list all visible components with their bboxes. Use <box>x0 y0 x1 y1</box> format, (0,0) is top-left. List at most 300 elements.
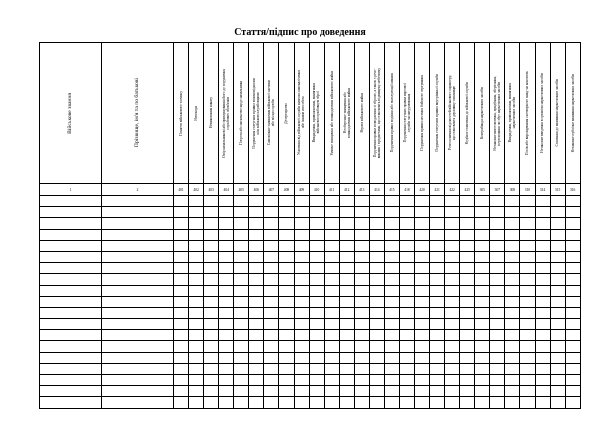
table-cell <box>219 307 234 318</box>
table-cell <box>565 386 580 397</box>
table-cell <box>234 196 249 207</box>
column-header-label: Дезертирство <box>284 102 289 124</box>
table-cell <box>520 319 535 330</box>
table-cell <box>460 330 475 341</box>
table-cell <box>249 352 264 363</box>
table-cell <box>505 330 520 341</box>
column-header-label: Незаконне введення в організм наркотичних засобів <box>540 73 545 153</box>
table-cell <box>204 274 219 285</box>
table-cell <box>505 207 520 218</box>
table-cell <box>505 319 520 330</box>
column-header-8 <box>249 43 264 184</box>
table-cell <box>460 397 475 408</box>
table-cell <box>189 397 204 408</box>
column-header-5 <box>204 43 219 184</box>
column-header-27 <box>535 43 550 184</box>
column-header-15 <box>354 43 369 184</box>
table-cell <box>294 263 309 274</box>
table-cell <box>354 207 369 218</box>
table-cell <box>339 229 354 240</box>
column-number-16: 414 <box>369 184 384 196</box>
table-cell <box>219 341 234 352</box>
table-cell <box>430 386 445 397</box>
table-row <box>40 352 581 363</box>
table-cell <box>309 218 324 229</box>
table-cell <box>234 207 249 218</box>
column-header-label: Порушення статутних правил вартової служби чи патрулювання <box>402 83 411 143</box>
table-cell <box>40 251 102 262</box>
table-cell <box>174 240 189 251</box>
table-cell <box>490 375 505 386</box>
table-cell <box>234 363 249 374</box>
table-cell <box>505 229 520 240</box>
table-cell <box>430 240 445 251</box>
table-cell <box>490 240 505 251</box>
table-cell <box>102 251 174 262</box>
column-number-29: 316 <box>565 184 580 196</box>
table-cell <box>204 263 219 274</box>
table-cell <box>40 319 102 330</box>
table-cell <box>460 251 475 262</box>
table-cell <box>189 341 204 352</box>
table-cell <box>445 375 460 386</box>
table-cell <box>279 386 294 397</box>
table-cell <box>384 330 399 341</box>
table-cell <box>279 319 294 330</box>
table-cell <box>399 341 414 352</box>
column-header-16 <box>369 43 384 184</box>
table-cell <box>324 218 339 229</box>
table-cell <box>445 397 460 408</box>
table-cell <box>430 363 445 374</box>
table-cell <box>234 397 249 408</box>
table-cell <box>369 375 384 386</box>
table-cell <box>249 251 264 262</box>
table-cell <box>550 386 565 397</box>
table-cell <box>369 240 384 251</box>
table-cell <box>565 274 580 285</box>
table-cell <box>354 319 369 330</box>
table-cell <box>309 341 324 352</box>
column-header-14 <box>339 43 354 184</box>
table-cell <box>415 341 430 352</box>
table-cell <box>339 218 354 229</box>
table-cell <box>264 296 279 307</box>
table-cell <box>264 307 279 318</box>
table-cell <box>339 307 354 318</box>
table-cell <box>565 363 580 374</box>
header-row <box>40 43 581 184</box>
table-cell <box>174 341 189 352</box>
table-cell <box>399 274 414 285</box>
table-cell <box>415 207 430 218</box>
table-cell <box>369 341 384 352</box>
table-cell <box>204 251 219 262</box>
table-cell <box>234 352 249 363</box>
table-cell <box>189 218 204 229</box>
table-cell <box>189 296 204 307</box>
table-cell <box>234 296 249 307</box>
table-cell <box>430 330 445 341</box>
table-cell <box>204 397 219 408</box>
table-cell <box>565 296 580 307</box>
table-cell <box>535 263 550 274</box>
table-cell <box>219 251 234 262</box>
column-header-9 <box>264 43 279 184</box>
table-cell <box>324 363 339 374</box>
table-cell <box>264 240 279 251</box>
table-cell <box>550 274 565 285</box>
table-cell <box>339 352 354 363</box>
table-cell <box>339 319 354 330</box>
table-cell <box>520 285 535 296</box>
table-cell <box>279 251 294 262</box>
table-cell <box>520 375 535 386</box>
table-cell <box>475 240 490 251</box>
table-cell <box>384 307 399 318</box>
table-cell <box>460 263 475 274</box>
table-cell <box>339 207 354 218</box>
table-cell <box>174 319 189 330</box>
table-cell <box>249 274 264 285</box>
table-cell <box>354 285 369 296</box>
table-row <box>40 218 581 229</box>
column-number-1: 1 <box>40 184 102 196</box>
column-number-11: 409 <box>294 184 309 196</box>
table-cell <box>354 386 369 397</box>
table-cell <box>415 229 430 240</box>
table-cell <box>369 207 384 218</box>
table-cell <box>490 263 505 274</box>
table-cell <box>234 319 249 330</box>
table-cell <box>189 229 204 240</box>
table-cell <box>294 341 309 352</box>
column-header-label: Військове звання <box>67 92 74 134</box>
table-cell <box>249 386 264 397</box>
table-cell <box>339 397 354 408</box>
table-cell <box>102 363 174 374</box>
table-cell <box>369 229 384 240</box>
column-number-23: 305 <box>475 184 490 196</box>
table-cell <box>399 240 414 251</box>
table-cell <box>369 307 384 318</box>
table-cell <box>565 341 580 352</box>
table-cell <box>40 363 102 374</box>
table-cell <box>102 285 174 296</box>
table-row <box>40 251 581 262</box>
table-cell <box>475 296 490 307</box>
table-cell <box>520 240 535 251</box>
table-cell <box>490 363 505 374</box>
table-cell <box>234 341 249 352</box>
column-header-label: Порушення статутних правил внутрішньої служби <box>434 74 439 152</box>
table-cell <box>505 307 520 318</box>
table-cell <box>490 296 505 307</box>
table-cell <box>324 196 339 207</box>
table-cell <box>415 330 430 341</box>
table-cell <box>415 196 430 207</box>
table-cell <box>399 307 414 318</box>
table-cell <box>354 363 369 374</box>
table-cell <box>535 307 550 318</box>
column-number-8: 406 <box>249 184 264 196</box>
table-cell <box>354 352 369 363</box>
register-table <box>39 42 581 409</box>
table-cell <box>354 263 369 274</box>
column-header-label: Контрабанда наркотичних засобів <box>480 86 485 139</box>
column-number-13: 411 <box>324 184 339 196</box>
column-header-label: Незаконне виготовлення, придбання, зберігання, пересилання чи збут наркотичних засобів <box>493 75 502 151</box>
table-cell <box>505 341 520 352</box>
table-cell <box>204 352 219 363</box>
table-cell <box>505 285 520 296</box>
column-number-9: 407 <box>264 184 279 196</box>
table-cell <box>415 363 430 374</box>
table-cell <box>189 330 204 341</box>
table-cell <box>204 285 219 296</box>
table-cell <box>40 285 102 296</box>
column-header-1 <box>40 43 102 184</box>
table-cell <box>102 229 174 240</box>
table-cell <box>445 229 460 240</box>
table-cell <box>174 330 189 341</box>
column-number-3: 401 <box>174 184 189 196</box>
table-cell <box>204 330 219 341</box>
table-cell <box>249 375 264 386</box>
table-cell <box>264 196 279 207</box>
table-cell <box>294 207 309 218</box>
table-cell <box>189 240 204 251</box>
table-cell <box>324 240 339 251</box>
table-cell <box>279 196 294 207</box>
table-cell <box>490 251 505 262</box>
table-cell <box>535 218 550 229</box>
table-cell <box>264 363 279 374</box>
table-row <box>40 397 581 408</box>
table-cell <box>279 296 294 307</box>
table-cell <box>324 251 339 262</box>
table-cell <box>415 375 430 386</box>
column-number-17: 415 <box>384 184 399 196</box>
column-header-2 <box>102 43 174 184</box>
table-cell <box>535 229 550 240</box>
column-header-23 <box>475 43 490 184</box>
column-header-label: Поняття військового злочину <box>178 90 183 136</box>
table-cell <box>324 296 339 307</box>
table-cell <box>535 352 550 363</box>
column-header-11 <box>294 43 309 184</box>
table-cell <box>354 375 369 386</box>
table-cell <box>294 285 309 296</box>
table-cell <box>189 263 204 274</box>
table-cell <box>505 251 520 262</box>
table-cell <box>520 274 535 285</box>
table-row <box>40 285 581 296</box>
table-cell <box>339 240 354 251</box>
table-cell <box>219 330 234 341</box>
table-cell <box>189 363 204 374</box>
table-cell <box>249 341 264 352</box>
table-cell <box>369 319 384 330</box>
table-cell <box>354 196 369 207</box>
table-cell <box>535 240 550 251</box>
table-cell <box>40 263 102 274</box>
table-cell <box>369 330 384 341</box>
table-row <box>40 319 581 330</box>
table-cell <box>279 375 294 386</box>
table-cell <box>460 352 475 363</box>
table-cell <box>399 218 414 229</box>
table-cell <box>174 296 189 307</box>
table-cell <box>565 319 580 330</box>
column-number-14: 412 <box>339 184 354 196</box>
table-cell <box>399 386 414 397</box>
table-cell <box>430 341 445 352</box>
column-header-4 <box>189 43 204 184</box>
table-cell <box>430 397 445 408</box>
table-cell <box>264 263 279 274</box>
table-cell <box>565 285 580 296</box>
table-cell <box>369 386 384 397</box>
table-cell <box>505 386 520 397</box>
table-cell <box>535 251 550 262</box>
table-cell <box>219 352 234 363</box>
table-cell <box>369 397 384 408</box>
table-cell <box>309 274 324 285</box>
table-row <box>40 386 581 397</box>
table-cell <box>384 196 399 207</box>
column-header-26 <box>520 43 535 184</box>
table-cell <box>189 319 204 330</box>
table-cell <box>399 352 414 363</box>
table-cell <box>324 229 339 240</box>
table-cell <box>40 330 102 341</box>
table-cell <box>565 263 580 274</box>
column-header-label: Непокора <box>193 105 198 121</box>
table-cell <box>264 375 279 386</box>
table-cell <box>384 251 399 262</box>
table-cell <box>505 375 520 386</box>
table-cell <box>40 229 102 240</box>
table-cell <box>174 285 189 296</box>
table-cell <box>520 341 535 352</box>
table-cell <box>249 363 264 374</box>
table-cell <box>40 196 102 207</box>
table-cell <box>445 363 460 374</box>
table-cell <box>102 207 174 218</box>
column-header-label: Опір начальникові або примушування його до порушення службових обов'язків <box>222 68 231 158</box>
table-cell <box>490 274 505 285</box>
table-cell <box>369 363 384 374</box>
table-cell <box>475 352 490 363</box>
table-cell <box>445 296 460 307</box>
table-cell <box>369 296 384 307</box>
table-cell <box>174 307 189 318</box>
table-cell <box>505 263 520 274</box>
table-cell <box>279 397 294 408</box>
table-cell <box>40 296 102 307</box>
column-header-19 <box>415 43 430 184</box>
table-cell <box>384 352 399 363</box>
table-cell <box>520 218 535 229</box>
table-cell <box>384 386 399 397</box>
table-cell <box>279 330 294 341</box>
column-header-label: Викрадення, привласнення, вимагання військовослужбовцем зброї <box>312 83 321 143</box>
table-cell <box>264 285 279 296</box>
table-cell <box>535 397 550 408</box>
table-cell <box>102 330 174 341</box>
table-cell <box>234 330 249 341</box>
column-number-7: 405 <box>234 184 249 196</box>
table-cell <box>520 296 535 307</box>
table-cell <box>174 196 189 207</box>
table-cell <box>204 386 219 397</box>
table-cell <box>309 263 324 274</box>
table-cell <box>174 352 189 363</box>
table-cell <box>384 263 399 274</box>
table-cell <box>520 386 535 397</box>
column-header-label: Посів або вирощування снотворного маку чи конопель <box>525 70 530 155</box>
table-cell <box>550 307 565 318</box>
table-row <box>40 196 581 207</box>
column-header-label: Порушення правил водіння або експлуатації машин <box>389 73 394 153</box>
table-cell <box>445 263 460 274</box>
table-cell <box>415 274 430 285</box>
table-cell <box>399 319 414 330</box>
table-row <box>40 307 581 318</box>
column-number-2: 2 <box>102 184 174 196</box>
table-cell <box>102 263 174 274</box>
table-cell <box>535 296 550 307</box>
table-cell <box>102 218 174 229</box>
table-cell <box>234 285 249 296</box>
table-row <box>40 375 581 386</box>
table-cell <box>445 319 460 330</box>
table-cell <box>102 240 174 251</box>
table-cell <box>204 375 219 386</box>
column-header-22 <box>460 43 475 184</box>
table-cell <box>535 274 550 285</box>
table-cell <box>520 196 535 207</box>
table-cell <box>264 341 279 352</box>
table-cell <box>234 375 249 386</box>
table-cell <box>174 375 189 386</box>
table-cell <box>174 263 189 274</box>
table-cell <box>475 263 490 274</box>
column-number-22: 425 <box>460 184 475 196</box>
table-cell <box>460 218 475 229</box>
table-cell <box>535 285 550 296</box>
table-cell <box>309 251 324 262</box>
table-cell <box>565 196 580 207</box>
table-cell <box>415 218 430 229</box>
table-cell <box>475 341 490 352</box>
table-cell <box>490 196 505 207</box>
table-cell <box>219 218 234 229</box>
table-cell <box>294 363 309 374</box>
table-cell <box>550 296 565 307</box>
table-cell <box>550 251 565 262</box>
table-cell <box>415 397 430 408</box>
table-cell <box>309 196 324 207</box>
column-header-label: Прізвище, ім'я та по батькові <box>134 78 141 148</box>
table-cell <box>249 218 264 229</box>
table-cell <box>460 229 475 240</box>
table-cell <box>430 319 445 330</box>
column-header-label: Викрадення, привласнення, вимагання наркотичних засобів <box>508 83 517 143</box>
table-cell <box>565 218 580 229</box>
table-cell <box>505 218 520 229</box>
